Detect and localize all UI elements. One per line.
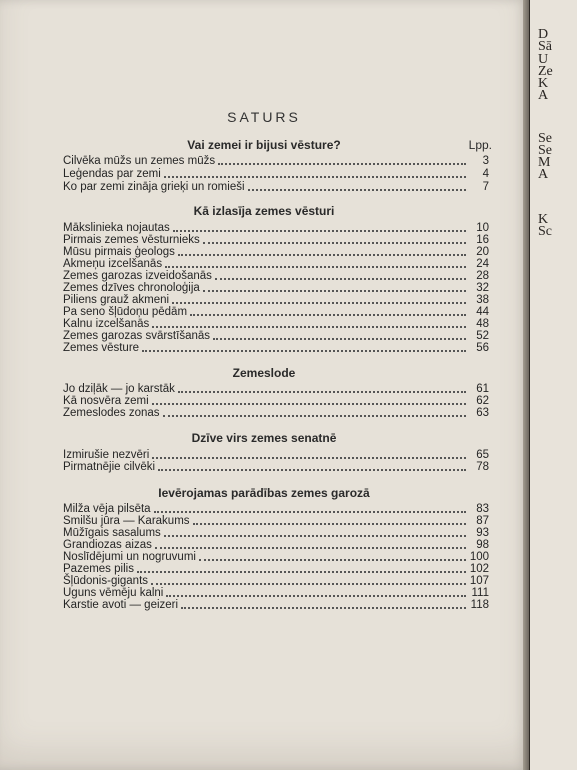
toc-entry [63, 515, 489, 527]
toc-entry [63, 306, 489, 318]
entry-title: Ko par zemi zināja grieķi un romieši [63, 181, 245, 193]
entry-page: 52 [476, 330, 489, 342]
dot-leader [181, 606, 466, 609]
dot-leader [190, 313, 466, 316]
toc-entry [63, 449, 489, 461]
entry-page: 100 [469, 551, 489, 563]
entry-title: Mūsu pirmais ģeologs [63, 246, 175, 258]
entry-page: 24 [476, 258, 489, 270]
entry-page: 118 [470, 599, 489, 611]
facing-page-fragment: M [538, 155, 551, 170]
dot-leader [152, 325, 466, 328]
dot-leader [172, 301, 466, 304]
entry-title: Kā nosvēra zemi [63, 395, 149, 407]
dot-leader [164, 534, 466, 537]
entry-title: Pa seno šļūdoņu pēdām [63, 306, 188, 318]
dot-leader [193, 522, 466, 525]
entry-page: 107 [469, 575, 489, 587]
toc-entry [63, 234, 489, 246]
dot-leader [213, 337, 466, 340]
toc-entry [63, 383, 489, 395]
entry-title: Zemes dzīves chronoloģija [63, 282, 200, 294]
toc-entry [63, 551, 489, 563]
entry-page: 98 [476, 539, 489, 551]
entry-page: 62 [476, 395, 489, 407]
entry-page: 48 [476, 318, 489, 330]
entry-title: Grandiozas aizas [63, 539, 152, 551]
dot-leader [199, 558, 466, 561]
facing-page-fragment: D [538, 27, 549, 42]
dot-leader [203, 241, 466, 244]
entry-page: 93 [476, 527, 489, 539]
entry-title: Izmirušie nezvēri [63, 449, 150, 461]
entry-page: 87 [476, 515, 489, 527]
entry-title: Zemes garozas svārstīšanās [63, 330, 211, 342]
section-heading: Ievērojamas parādības zemes garozā [158, 486, 370, 500]
toc-entry [63, 246, 489, 258]
page-title: SATURS [227, 109, 301, 125]
entry-title: Mākslinieka nojautas [63, 222, 170, 234]
dot-leader [137, 570, 466, 573]
entry-title: Cilvēka mūžs un zemes mūžs [63, 155, 216, 167]
toc-entry [63, 539, 489, 551]
dot-leader [165, 265, 466, 268]
dot-leader [178, 390, 466, 393]
toc-entry [63, 503, 489, 515]
entry-title: Piliens grauž akmeni [63, 294, 170, 306]
toc-entry [63, 527, 489, 539]
facing-page-fragment: U [538, 52, 549, 67]
toc-entry [63, 599, 489, 611]
dot-leader [151, 582, 466, 585]
toc-entry [63, 155, 489, 167]
toc-entry [63, 587, 489, 599]
entry-page: 44 [476, 306, 489, 318]
facing-page-fragment: A [538, 88, 549, 103]
toc-entry [63, 181, 489, 193]
toc-entry [63, 407, 489, 419]
entry-title: Zemeslodes zonas [63, 407, 160, 419]
toc-entry [63, 282, 489, 294]
entry-title: Pirmatnējie cilvēki [63, 461, 156, 473]
facing-page-fragment: Sc [538, 224, 552, 239]
entry-title: Mūžīgais sasalums [63, 527, 161, 539]
toc-entry [63, 168, 489, 180]
section-heading: Kā izlasīja zemes vēsturi [193, 204, 335, 218]
dot-leader [218, 162, 466, 165]
dot-leader [152, 456, 466, 459]
entry-page: 111 [471, 587, 489, 599]
entry-title: Milža vēja pilsēta [63, 503, 151, 515]
dot-leader [158, 468, 466, 471]
toc-entry [63, 563, 489, 575]
facing-page-fragment: Ze [538, 64, 553, 79]
dot-leader [215, 277, 466, 280]
facing-page-fragment: Sā [538, 39, 552, 54]
facing-page-fragment: K [538, 76, 549, 91]
entry-page: 16 [476, 234, 489, 246]
toc-entry [63, 330, 489, 342]
page-column-label: Lpp. [468, 138, 492, 152]
toc-entry [63, 258, 489, 270]
facing-page [530, 0, 577, 770]
toc-entry [63, 575, 489, 587]
dot-leader [203, 289, 466, 292]
entry-page: 78 [476, 461, 489, 473]
entry-page: 4 [482, 168, 489, 180]
dot-leader [166, 594, 466, 597]
entry-title: Zemes garozas izveidošanās [63, 270, 212, 282]
dot-leader [142, 349, 466, 352]
toc-entry [63, 461, 489, 473]
entry-page: 102 [469, 563, 489, 575]
entry-page: 3 [482, 155, 489, 167]
facing-page-fragment: A [538, 167, 549, 182]
entry-title: Pazemes pilis [63, 563, 134, 575]
entry-title: Pirmais zemes vēsturnieks [63, 234, 200, 246]
toc-entry [63, 222, 489, 234]
facing-page-fragment: Se [538, 131, 552, 146]
entry-page: 65 [476, 449, 489, 461]
toc-entry [63, 270, 489, 282]
dot-leader [163, 414, 466, 417]
entry-title: Jo dziļāk — jo karstāk [63, 383, 175, 395]
dot-leader [164, 175, 466, 178]
facing-page-fragment: Se [538, 143, 552, 158]
dot-leader [155, 546, 466, 549]
toc-entry [63, 294, 489, 306]
dot-leader [154, 510, 466, 513]
dot-leader [173, 229, 466, 232]
entry-title: Leģendas par zemi [63, 168, 161, 180]
entry-title: Akmeņu izcelšanās [63, 258, 163, 270]
entry-page: 61 [476, 383, 489, 395]
toc-entry [63, 342, 489, 354]
toc-entry [63, 395, 489, 407]
entry-title: Uguns vēmēju kalni [63, 587, 164, 599]
entry-page: 56 [476, 342, 489, 354]
entry-title: Šļūdonis-gigants [63, 575, 149, 587]
entry-page: 7 [482, 181, 489, 193]
entry-title: Zemes vēsture [63, 342, 140, 354]
section-heading: Dzīve virs zemes senatnē [191, 431, 337, 445]
dot-leader [152, 402, 466, 405]
toc-entry [63, 318, 489, 330]
entry-page: 10 [476, 222, 489, 234]
dot-leader [248, 188, 466, 191]
page-edge-shadow [523, 0, 529, 770]
entry-page: 20 [476, 246, 489, 258]
entry-title: Karstie avoti — geizeri [63, 599, 179, 611]
entry-page: 32 [476, 282, 489, 294]
entry-title: Noslīdējumi un nogruvumi [63, 551, 196, 563]
entry-title: Kalnu izcelšanās [63, 318, 150, 330]
entry-title: Smilšu jūra — Karakums [63, 515, 190, 527]
entry-page: 38 [476, 294, 489, 306]
entry-page: 83 [476, 503, 489, 515]
section-heading: Zemeslode [232, 366, 296, 380]
entry-page: 63 [476, 407, 489, 419]
facing-page-fragment: K [538, 212, 549, 227]
section-heading: Vai zemei ir bijusi vēsture? [187, 138, 341, 152]
entry-page: 28 [476, 270, 489, 282]
dot-leader [178, 253, 466, 256]
